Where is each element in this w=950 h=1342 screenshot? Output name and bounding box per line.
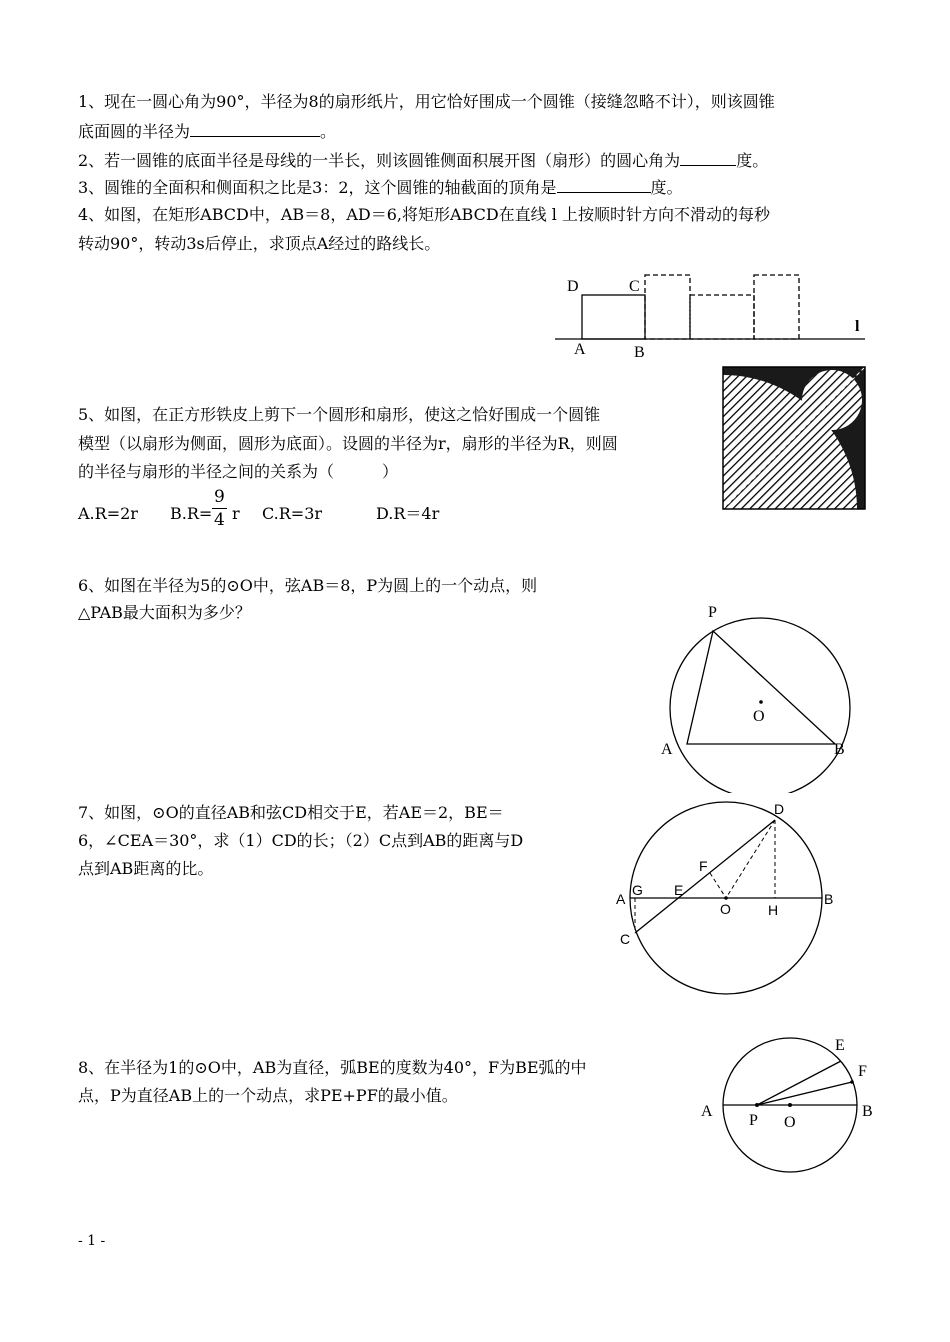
page-number: - 1 - — [78, 1233, 106, 1249]
q7-line1: 7、如图，⊙O的直径AB和弦CD相交于E，若AE＝2，BE＝ — [78, 803, 504, 822]
q2-answer-blank[interactable] — [680, 150, 736, 166]
q5-square-sector-circle-figure — [722, 366, 867, 512]
q6-line1: 6、如图在半径为5的⊙O中，弦AB＝8，P为圆上的一个动点，则 — [78, 576, 538, 595]
q2-suffix: 度。 — [736, 151, 769, 170]
q3-suffix: 度。 — [650, 178, 683, 197]
q5-line2: 模型（以扇形为侧面，圆形为底面）。设圆的半径为r，扇形的半径为R，则圆 — [78, 434, 618, 453]
q6-circle-triangle-figure — [650, 598, 860, 793]
q7-line3: 点到AB距离的比。 — [78, 859, 214, 878]
q7-label-o: O — [720, 901, 731, 917]
q6-label-o: O — [753, 708, 765, 725]
q5-line3: 的半径与扇形的半径之间的关系为（ ） — [78, 462, 399, 481]
q7-label-e: E — [674, 882, 684, 898]
q8-label-b: B — [862, 1103, 873, 1120]
q4-label-c: C — [629, 278, 640, 295]
q8-label-o: O — [784, 1114, 796, 1131]
q4-label-line-l: l — [855, 318, 860, 335]
q2-line — [78, 150, 768, 171]
q6-label-p: P — [708, 604, 717, 621]
q1-suffix: 。 — [320, 122, 337, 141]
q4-line2: 转动90°，转动3s后停止，求顶点A经过的路线长。 — [78, 234, 441, 253]
q7-label-h: H — [768, 902, 779, 918]
q7-label-d: D — [774, 801, 785, 817]
q3-prefix: 3、圆锥的全面积和侧面积之比是3：2，这个圆锥的轴截面的顶角是 — [78, 178, 557, 197]
q3-answer-blank[interactable] — [557, 177, 651, 193]
q8-line1: 8、在半径为1的⊙O中，AB为直径，弧BE的度数为40°，F为BE弧的中 — [78, 1058, 587, 1077]
q7-label-b: B — [824, 891, 834, 907]
q4-line1: 4、如图，在矩形ABCD中，AB＝8，AD＝6,将矩形ABCD在直线 l 上按顺时针方向不滑动的每秒 — [78, 205, 770, 224]
q1-prefix: 底面圆的半径为 — [78, 122, 191, 141]
q7-label-c: C — [620, 931, 631, 947]
q5-option-b-suffix: r — [232, 504, 240, 523]
q5-fraction-numerator: 9 — [214, 487, 225, 507]
q7-label-a: A — [616, 891, 626, 907]
q8-label-e: E — [835, 1037, 845, 1054]
q4-label-d: D — [567, 278, 579, 295]
q5-option-c: C.R=3r — [262, 504, 323, 523]
q1-line1: 1、现在一圆心角为90°，半径为8的扇形纸片，用它恰好围成一个圆锥（接缝忽略不计），则该圆锥 — [78, 92, 775, 111]
q4-label-b: B — [634, 344, 645, 361]
q5-option-b-fraction — [212, 486, 227, 531]
q7-label-g: G — [632, 882, 643, 898]
q2-prefix: 2、若一圆锥的底面半径是母线的一半长，则该圆锥侧面积展开图（扇形）的圆心角为 — [78, 151, 681, 170]
q6-label-a: A — [661, 741, 673, 758]
q8-label-p: P — [749, 1112, 758, 1129]
q7-circle-chord-figure — [610, 798, 845, 998]
q8-label-a: A — [701, 1103, 713, 1120]
q7-line2: 6，∠CEA＝30°，求（1）CD的长；（2）C点到AB的距离与D — [78, 831, 524, 850]
q8-label-f: F — [858, 1063, 867, 1080]
q8-line2: 点，P为直径AB上的一个动点，求PE+PF的最小值。 — [78, 1086, 458, 1105]
q3-line — [78, 177, 683, 198]
q1-answer-blank[interactable] — [190, 121, 320, 137]
q5-option-a: A.R=2r — [78, 504, 138, 523]
q5-line1: 5、如图，在正方形铁皮上剪下一个圆形和扇形，使这之恰好围成一个圆锥 — [78, 405, 601, 424]
q5-option-b: B.R= — [170, 504, 213, 523]
q1-line2 — [78, 121, 336, 142]
q8-circle-figure — [695, 1030, 885, 1180]
q6-line2: △PAB最大面积为多少？ — [78, 603, 251, 622]
q5-fraction-denominator: 4 — [214, 510, 225, 530]
q5-option-d: D.R＝4r — [376, 504, 440, 523]
q6-label-b: B — [834, 741, 845, 758]
q4-label-a: A — [574, 341, 586, 358]
q4-rectangle-rolling-figure — [550, 270, 870, 365]
q7-label-f: F — [699, 858, 708, 874]
